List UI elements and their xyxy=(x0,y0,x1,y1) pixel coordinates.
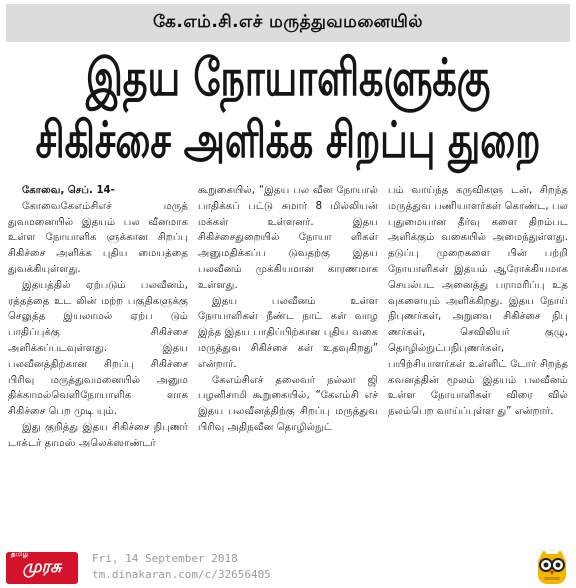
dateline: கோவை, செப். 14- xyxy=(22,185,115,196)
logo-text: முரசு xyxy=(22,557,62,577)
kicker-text: கே.எம்.சி.எச் மருத்துவமனையில் xyxy=(152,12,423,32)
article-column-3 xyxy=(388,183,568,543)
paragraph: இதயத்தில் ஏற்படும் பலவீனம், ரத்தத்தை உட லின் மற்ற பகுதிகளுக்கு செலுத்த இயலாமல் ஏற்ப டும் பாதிப்புக்கு சிகிச்சை அளிக்கப்படவுள்ளது. இதய பலவீனத்திற்கான சிறப்பு சிகிச்சை பிரிவு மருத்துவமனையில் அனும திக்காமல்வெளிநோயாளிக ளாக சிகிச்சை பெற முடி யும். xyxy=(8,279,188,418)
headline-line-1: இதய நோயாளிகளுக்கு xyxy=(85,47,491,108)
paragraph: பம் வாய்ந்த கருவிகளு டன், சிறந்த மருத்துவ பணியாளர்கள் கொண்ட, பல புதுமையான தீர்வு களை திறம்பட அளிக்கும் வகையில் அமைந்துள்ளது. தடுப்பு முறைகளை பின் பற்றி நோயாளிகள் இதயம் ஆரோக்கியமாக செயல்பட அனைத்து பராமரிப்பு உத வுகளையும் அளிக்கிறது. இதய நோய் நிபுணர்கள், அறுவை சிகிச்சை நிபு ணர்கள், செவிலியர் குழு, தொழில்நுட்பநிபுணர்கள், பயிற்சியாளர்கள் உள்ளிட் டோர் சிறந்த கவனத்தின் மூலம் இதயம் பலவீனம் உள்ள நோயாளிகள் விரை வில் நலம்பெற வாய்ப்புள்ள து” என்றார். xyxy=(388,185,568,418)
article-column-1 xyxy=(8,183,188,543)
paragraph: இது குறித்து இதய சிகிச்சை நிபுணர் டாக்டர் தாமஸ் அலெக்ஸாண்டர் xyxy=(8,421,188,449)
print-url[interactable]: tm.dinakaran.com/c/32656405 xyxy=(92,568,271,581)
paragraph: கோவைகேஎம்சிஎச் மருத் துவமனையில் இதயம் பல வீனமாக உள்ள நோயாளிக ளுக்கான சிறப்பு சிகிச்சை அளிக்க புதிய மையத்தை துவக்கியுள்ளது. xyxy=(8,200,188,275)
owl-icon xyxy=(534,550,570,586)
paragraph: கேஎம்சிஎச் தலைவர் நல்லா ஜி பழனிசாமி கூறுகையில், “கேஎம்சி எச் இதய பலவீனத்திற்கு சிறப்பு மருத்துவ பிரிவு அதிநவீன தொழில்நுட் xyxy=(198,374,378,433)
paragraph: கூறுகையில், “இதய பல வீன நோயால் பாதிக்கப் பட்டு சுமார் 8 மில்லியன் மக்கள் உள்ளனர். இதய சிகிச்சைதுறையில் நோயா ளிகள் அனுமதிக்கப்ப டுவதற்கு இதய பலவீனம் முக்கியமான காரணமாக உள்ளது. xyxy=(198,185,378,291)
article-body xyxy=(8,183,568,543)
print-date: Fri, 14 September 2018 xyxy=(92,552,238,565)
print-info xyxy=(92,551,271,583)
clipping-footer xyxy=(0,548,576,588)
publication-logo xyxy=(6,552,78,584)
headline-line-2: சிகிச்சை அளிக்க சிறப்பு துறை xyxy=(35,110,541,169)
paragraph: இதய பலவீனம் உள்ள நோயாளிகள் நீண்ட நாட் கள் வாழ இந்த இதய பாதிப்பிற்கான புதிய வகை மருத்துவ சிகிச்சை கள் உதவுகிறது” என்றார். xyxy=(198,295,378,370)
kicker-banner xyxy=(6,4,570,42)
logo-small-text: தமிழ் xyxy=(11,550,29,558)
article-column-2 xyxy=(198,183,378,543)
